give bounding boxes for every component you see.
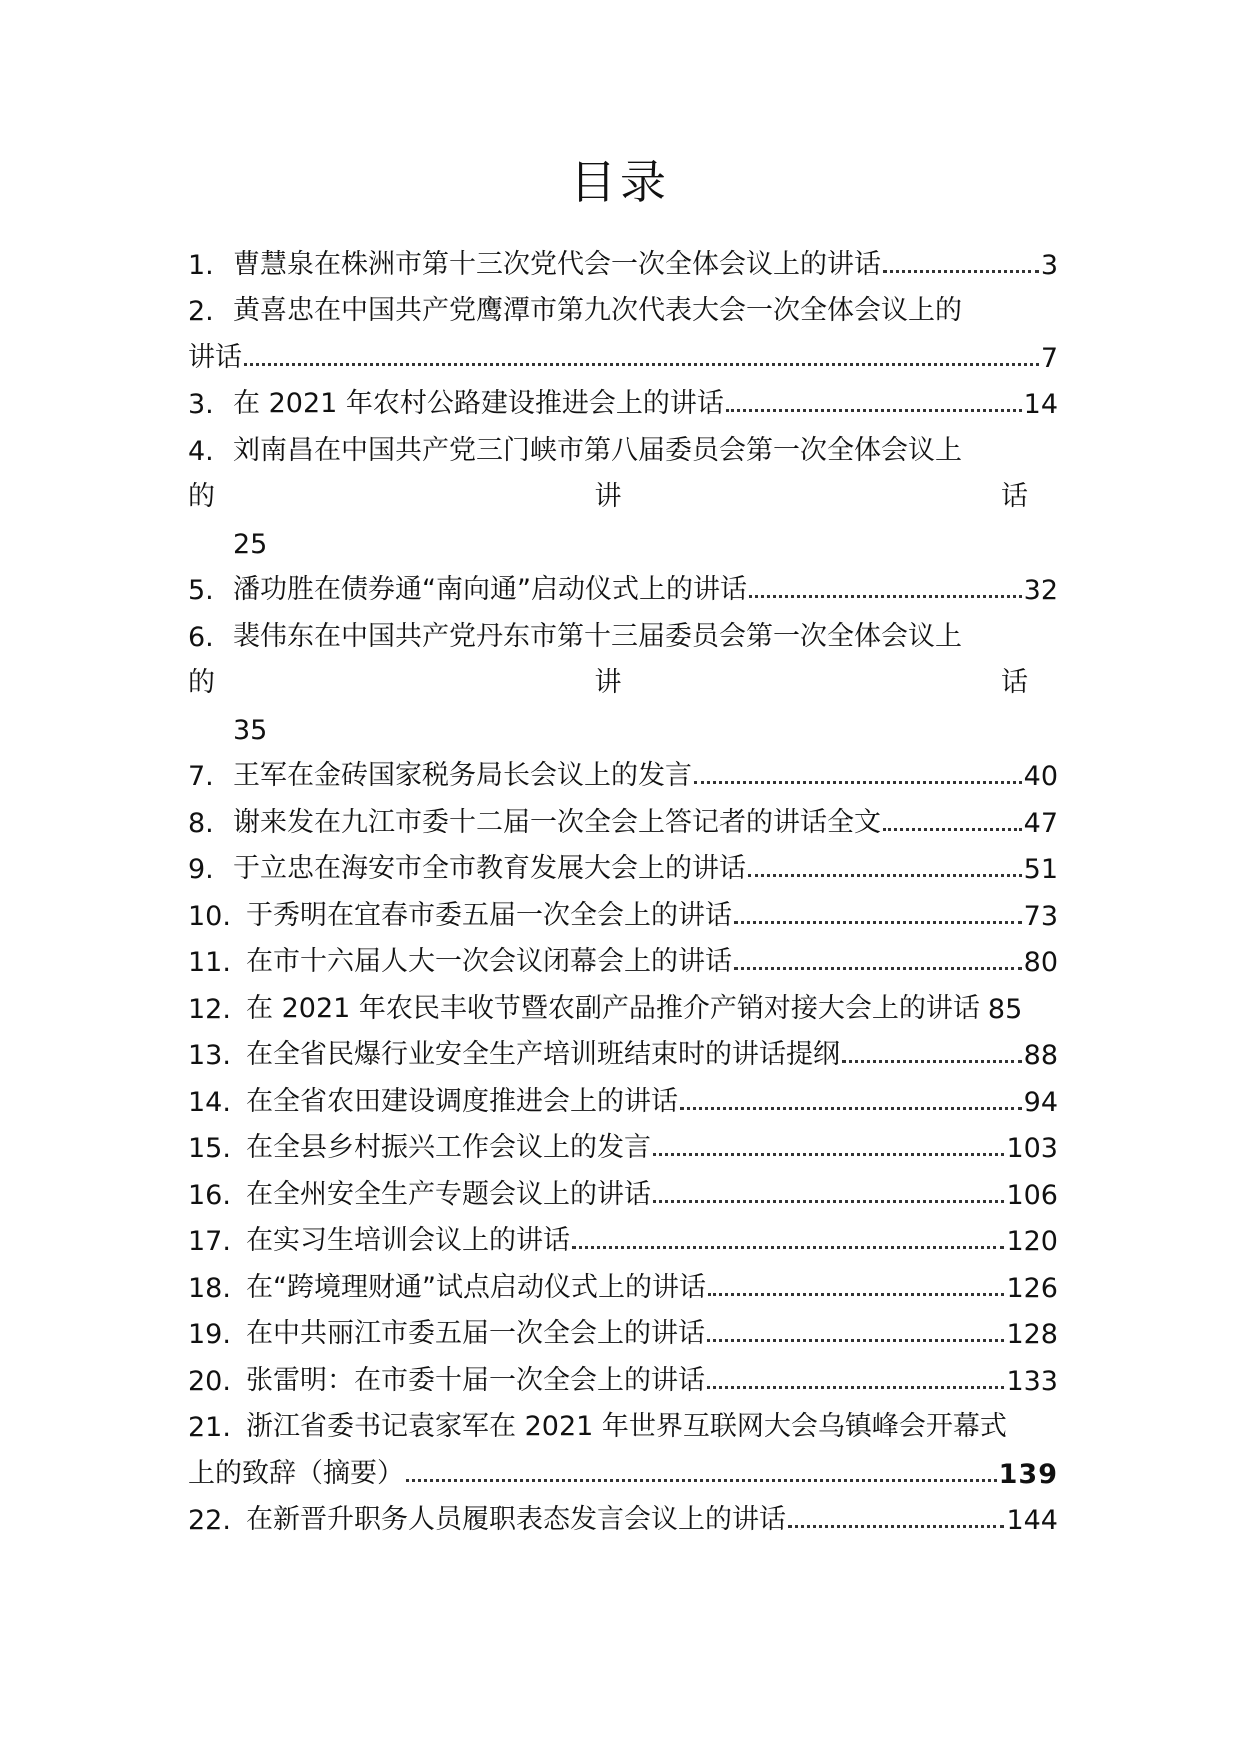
entry-title: 在中共丽江市委五届一次全会上的讲话 — [246, 1318, 705, 1349]
entry-number: 18. — [188, 1272, 231, 1304]
entry-number: 1. — [188, 249, 214, 281]
entry-number: 2. — [188, 296, 214, 327]
entry-title: 潘功胜在债券通“南向通”启动仪式上的讲话 — [233, 574, 747, 605]
entry-page: 103 — [1006, 1133, 1058, 1164]
entry-page: 3 — [1040, 249, 1058, 281]
entry-number: 6. — [188, 621, 214, 653]
toc-entry-8[interactable] — [188, 792, 1058, 839]
toc-entry-21[interactable] — [188, 1397, 1058, 1444]
entry-number: 7. — [188, 761, 214, 792]
entry-title: 在实习生培训会议上的讲话 — [246, 1225, 570, 1256]
entry-title: 浙江省委书记袁家军在 2021 年世界互联网大会乌镇峰会开幕式 — [246, 1411, 1007, 1442]
toc-entry-4-page-line[interactable] — [188, 513, 1058, 560]
entry-title: 于秀明在宜春市委五届一次全会上的讲话 — [246, 899, 732, 931]
entry-title: 在全县乡村振兴工作会议上的发言 — [246, 1132, 651, 1163]
entry-title: 于立忠在海安市全市教育发展大会上的讲话 — [233, 853, 746, 884]
spread-char: 的 — [188, 481, 215, 512]
entry-page: 7 — [1040, 342, 1058, 374]
entry-title: 刘南昌在中国共产党三门峡市第八届委员会第一次全体会议上 — [233, 434, 962, 466]
dot-leader — [572, 1246, 1004, 1249]
entry-title: 在全省农田建设调度推进会上的讲话 — [246, 1085, 678, 1117]
entry-title-continued: 讲话 — [188, 341, 242, 373]
entry-number: 13. — [188, 1040, 231, 1071]
entry-title: 在市十六届人大一次会议闭幕会上的讲话 — [246, 946, 732, 977]
toc-entry-17[interactable] — [188, 1211, 1058, 1258]
entry-number: 12. — [188, 993, 231, 1025]
entry-number: 4. — [188, 435, 214, 467]
dot-leader — [707, 1386, 1004, 1389]
entry-number: 10. — [188, 900, 231, 932]
entry-page: 32 — [1023, 575, 1058, 606]
toc-entry-6-continued[interactable] — [188, 653, 1058, 700]
toc-entry-19[interactable] — [188, 1304, 1058, 1351]
toc-entry-9[interactable] — [188, 839, 1058, 886]
entry-page: 106 — [1006, 1179, 1058, 1211]
table-of-contents — [188, 234, 1058, 1536]
dot-leader — [708, 1293, 1004, 1296]
entry-page: 120 — [1006, 1226, 1058, 1257]
entry-number: 14. — [188, 1086, 231, 1118]
entry-title-continued: 上的致辞（摘要） — [188, 1457, 404, 1489]
entry-page: 51 — [1023, 854, 1058, 885]
entry-page: 85 — [987, 993, 1023, 1025]
dot-leader — [244, 363, 1039, 366]
entry-title: 在 2021 年农村公路建设推进会上的讲话 — [233, 388, 724, 419]
entry-page: 47 — [1023, 807, 1058, 839]
entry-title: 张雷明：在市委十届一次全会上的讲话 — [246, 1364, 705, 1396]
spread-char: 话 — [1001, 667, 1028, 698]
entry-page: 73 — [1023, 900, 1058, 932]
entry-number: 11. — [188, 947, 231, 978]
entry-title: 在 2021 年农民丰收节暨农副产品推介产销对接大会上的讲话 — [246, 992, 980, 1024]
toc-entry-6[interactable] — [188, 606, 1058, 653]
entry-page: 14 — [1023, 389, 1058, 420]
toc-entry-7[interactable] — [188, 746, 1058, 793]
entry-number: 5. — [188, 575, 214, 606]
dot-leader — [883, 270, 1039, 273]
entry-page: 80 — [1023, 947, 1058, 978]
toc-title: 目录 — [570, 155, 670, 209]
toc-entry-6-page-line[interactable] — [188, 699, 1058, 746]
entry-number: 17. — [188, 1226, 231, 1257]
entry-page: 88 — [1023, 1040, 1058, 1071]
entry-title: 谢来发在九江市委十二届一次全会上答记者的讲话全文 — [233, 806, 881, 838]
dot-leader — [653, 1153, 1004, 1156]
toc-entry-4[interactable] — [188, 420, 1058, 467]
dot-leader — [707, 1339, 1004, 1342]
entry-number: 9. — [188, 854, 214, 885]
entry-page: 25 — [233, 528, 268, 560]
entry-page: 94 — [1023, 1086, 1058, 1118]
entry-title: 裴伟东在中国共产党丹东市第十三届委员会第一次全体会议上 — [233, 620, 962, 652]
entry-number: 21. — [188, 1412, 231, 1443]
entry-page: 144 — [1006, 1505, 1058, 1536]
entry-title: 在全州安全生产专题会议上的讲话 — [246, 1178, 651, 1210]
entry-title: 在“跨境理财通”试点启动仪式上的讲话 — [246, 1271, 706, 1303]
toc-entry-11[interactable] — [188, 932, 1058, 979]
toc-entry-2-continued[interactable] — [188, 327, 1058, 374]
spread-char: 讲 — [594, 667, 622, 698]
dot-leader — [748, 874, 1022, 877]
dot-leader — [653, 1200, 1004, 1203]
dot-leader — [842, 1060, 1022, 1063]
toc-entry-16[interactable] — [188, 1164, 1058, 1211]
entry-page: 128 — [1006, 1319, 1058, 1350]
toc-entry-21-continued[interactable] — [188, 1443, 1058, 1490]
dot-leader — [726, 409, 1022, 412]
entry-title: 黄喜忠在中国共产党鹰潭市第九次代表大会一次全体会议上的 — [233, 295, 962, 326]
entry-page: 126 — [1006, 1272, 1058, 1304]
dot-leader — [694, 781, 1022, 784]
entry-page: 133 — [1006, 1365, 1058, 1397]
entry-number: 15. — [188, 1133, 231, 1164]
entry-title: 曹慧泉在株洲市第十三次党代会一次全体会议上的讲话 — [233, 248, 881, 280]
entry-number: 8. — [188, 807, 214, 839]
spread-char: 的 — [188, 667, 215, 698]
toc-entry-22[interactable] — [188, 1490, 1058, 1537]
entry-page: 139 — [998, 1458, 1058, 1490]
entry-number: 19. — [188, 1319, 231, 1350]
dot-leader — [883, 828, 1022, 831]
entry-page: 35 — [233, 714, 268, 746]
entry-title: 在全省民爆行业安全生产培训班结束时的讲话提纲 — [246, 1039, 840, 1070]
toc-entry-13[interactable] — [188, 1025, 1058, 1072]
toc-entry-20[interactable] — [188, 1350, 1058, 1397]
toc-entry-12[interactable] — [188, 978, 1058, 1025]
toc-entry-3[interactable] — [188, 374, 1058, 421]
dot-leader — [749, 595, 1022, 598]
dot-leader — [734, 967, 1022, 970]
entry-number: 22. — [188, 1505, 231, 1536]
toc-entry-1[interactable] — [188, 234, 1058, 281]
entry-title: 王军在金砖国家税务局长会议上的发言 — [233, 760, 692, 791]
entry-title: 在新晋升职务人员履职表态发言会议上的讲话 — [246, 1504, 786, 1535]
toc-entry-14[interactable] — [188, 1071, 1058, 1118]
dot-leader — [406, 1479, 997, 1482]
toc-entry-4-continued[interactable] — [188, 467, 1058, 514]
toc-entry-10[interactable] — [188, 885, 1058, 932]
entry-number: 16. — [188, 1179, 231, 1211]
toc-entry-2[interactable] — [188, 281, 1058, 328]
dot-leader — [680, 1107, 1022, 1110]
toc-entry-18[interactable] — [188, 1257, 1058, 1304]
entry-number: 3. — [188, 389, 214, 420]
dot-leader — [788, 1525, 1004, 1528]
entry-number: 20. — [188, 1365, 231, 1397]
toc-entry-15[interactable] — [188, 1118, 1058, 1165]
spread-char: 讲 — [594, 481, 622, 512]
dot-leader — [734, 921, 1022, 924]
spread-char: 话 — [1001, 481, 1028, 512]
entry-page: 40 — [1023, 761, 1058, 792]
toc-entry-5[interactable] — [188, 560, 1058, 607]
